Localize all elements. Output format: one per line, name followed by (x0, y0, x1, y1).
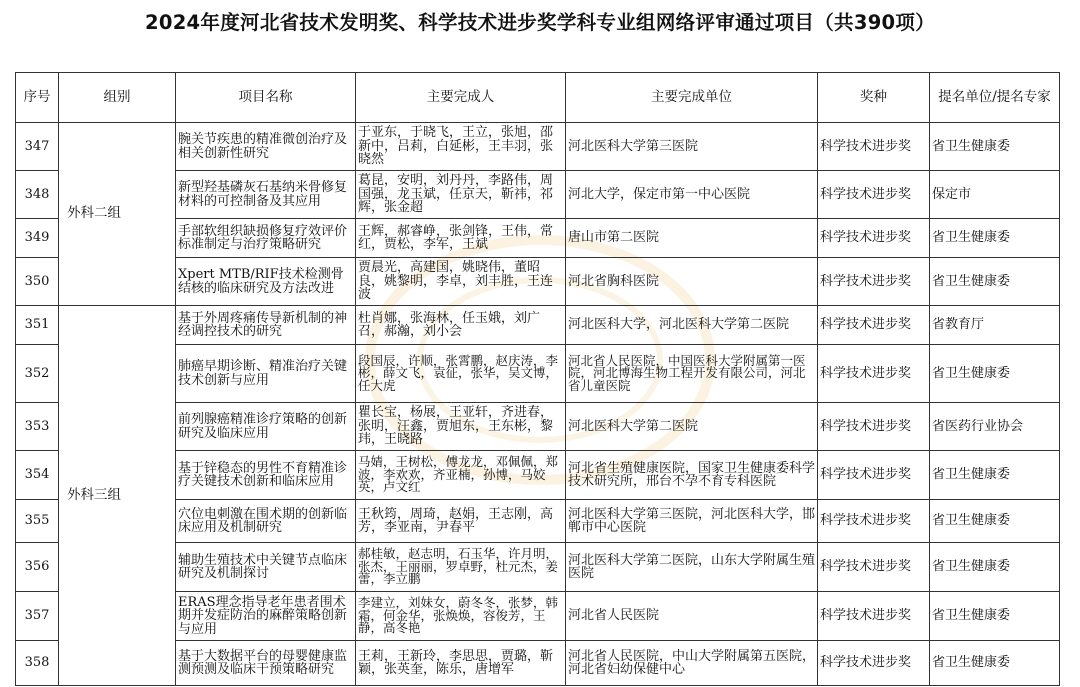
group-cell: 外科二组 (59, 123, 176, 306)
table-row (16, 123, 1060, 171)
row-people: 郝桂敏，赵志明，石玉华，许月明，张杰，王丽丽，罗卓野，杜元杰，姜蕾，李立鹏 (356, 543, 566, 592)
row-project: 前列腺癌精准诊疗策略的创新研究及临床应用 (176, 403, 356, 451)
row-units: 河北省人民医院 (566, 592, 818, 641)
row-award: 科学技术进步奖 (818, 123, 930, 171)
row-people: 王辉，郝睿峥，张剑锋，王伟，常红，贾松，李军，王斌 (356, 219, 566, 258)
row-units: 河北省生殖健康医院，国家卫生健康委科学技术研究所，邢台不孕不育专科医院 (566, 451, 818, 500)
row-people: 瞿长宝，杨展，王亚轩，齐进春，张明，汪鑫，贾旭东，王东彬，黎玮，王晓路 (356, 403, 566, 451)
row-units: 唐山市第二医院 (566, 219, 818, 258)
group-cell: 外科三组 (59, 306, 176, 686)
row-project: 基于大数据平台的母婴健康监测预测及临床干预策略研究 (176, 641, 356, 686)
row-project: 基于锌稳态的男性不育精准诊疗关键技术创新和临床应用 (176, 451, 356, 500)
header-seq: 序号 (16, 73, 59, 123)
row-seq: 353 (16, 403, 59, 451)
row-award: 科学技术进步奖 (818, 171, 930, 219)
row-people: 贾晨光，高建国，姚晓伟，董昭良，姚黎明，李卓，刘丰胜，王连波 (356, 258, 566, 306)
row-seq: 354 (16, 451, 59, 500)
table-row (16, 306, 1060, 345)
row-nominator: 省卫生健康委 (930, 592, 1060, 641)
row-people: 段国辰，许顺，张霄鹏，赵庆涛，李彬，薛文飞，袁征，张华，吴文博，任大虎 (356, 345, 566, 403)
row-project: 穴位电刺激在围术期的创新临床应用及机制研究 (176, 500, 356, 543)
row-units: 河北省胸科医院 (566, 258, 818, 306)
row-award: 科学技术进步奖 (818, 403, 930, 451)
row-project: ERAS理念指导老年患者围术期并发症防治的麻醉策略创新与应用 (176, 592, 356, 641)
row-award: 科学技术进步奖 (818, 345, 930, 403)
row-project: 手部软组织缺损修复疗效评价标准制定与治疗策略研究 (176, 219, 356, 258)
row-units: 河北医科大学，河北医科大学第二医院 (566, 306, 818, 345)
row-nominator: 保定市 (930, 171, 1060, 219)
row-nominator: 省卫生健康委 (930, 543, 1060, 592)
row-units: 河北医科大学第三医院 (566, 123, 818, 171)
header-people: 主要完成人 (356, 73, 566, 123)
row-people: 杜肖娜，张海林，任玉娥，刘广召，郝瀚，刘小会 (356, 306, 566, 345)
header-project: 项目名称 (176, 73, 356, 123)
row-seq: 356 (16, 543, 59, 592)
row-seq: 355 (16, 500, 59, 543)
row-nominator: 省卫生健康委 (930, 345, 1060, 403)
row-nominator: 省医药行业协会 (930, 403, 1060, 451)
row-project: 新型羟基磷灰石基纳米骨修复材料的可控制备及其应用 (176, 171, 356, 219)
header-award: 奖种 (818, 73, 930, 123)
row-seq: 350 (16, 258, 59, 306)
row-award: 科学技术进步奖 (818, 641, 930, 686)
row-project: 辅助生殖技术中关键节点临床研究及机制探讨 (176, 543, 356, 592)
row-nominator: 省卫生健康委 (930, 258, 1060, 306)
row-project: 肺癌早期诊断、精准治疗关键技术创新与应用 (176, 345, 356, 403)
row-award: 科学技术进步奖 (818, 258, 930, 306)
table-header-row (16, 73, 1060, 123)
row-award: 科学技术进步奖 (818, 451, 930, 500)
row-project: 基于外周疼痛传导新机制的神经调控技术的研究 (176, 306, 356, 345)
row-seq: 351 (16, 306, 59, 345)
row-people: 马婧，王树松，傅龙龙，邓佩佩，郑波，李欢欢，齐亚楠，孙博，马姣英，卢文红 (356, 451, 566, 500)
row-nominator: 省卫生健康委 (930, 641, 1060, 686)
row-nominator: 省卫生健康委 (930, 451, 1060, 500)
row-project: Xpert MTB/RIF技术检测骨结核的临床研究及方法改进 (176, 258, 356, 306)
header-group: 组别 (59, 73, 176, 123)
row-award: 科学技术进步奖 (818, 306, 930, 345)
page-title: 2024年度河北省技术发明奖、科学技术进步奖学科专业组网络评审通过项目（共390项） (144, 11, 936, 34)
project-table (15, 72, 1060, 686)
row-units: 河北大学，保定市第一中心医院 (566, 171, 818, 219)
row-nominator: 省教育厅 (930, 306, 1060, 345)
row-people: 李建立，刘妹女，蔚冬冬，张梦，韩霜，何金华，张焕焕，容俊芳，王静，高冬艳 (356, 592, 566, 641)
row-people: 王莉，王新玲，李思思，贾璐，靳颖，张英奎，陈乐，唐增军 (356, 641, 566, 686)
row-nominator: 省卫生健康委 (930, 500, 1060, 543)
row-seq: 357 (16, 592, 59, 641)
row-seq: 348 (16, 171, 59, 219)
row-award: 科学技术进步奖 (818, 500, 930, 543)
row-award: 科学技术进步奖 (818, 592, 930, 641)
row-seq: 352 (16, 345, 59, 403)
row-units: 河北医科大学第三医院，河北医科大学，邯郸市中心医院 (566, 500, 818, 543)
row-seq: 358 (16, 641, 59, 686)
row-seq: 347 (16, 123, 59, 171)
header-nominator: 提名单位/提名专家 (930, 73, 1060, 123)
row-people: 王秋筠，周琦，赵娟，王志刚，高芳，李亚南，尹春平 (356, 500, 566, 543)
row-seq: 349 (16, 219, 59, 258)
row-units: 河北医科大学第二医院，山东大学附属生殖医院 (566, 543, 818, 592)
row-nominator: 省卫生健康委 (930, 219, 1060, 258)
row-people: 葛昆，安明，刘丹丹，李路伟，周国强，龙玉斌，任京天，靳祎，祁辉，张金超 (356, 171, 566, 219)
row-units: 河北医科大学第二医院 (566, 403, 818, 451)
row-award: 科学技术进步奖 (818, 219, 930, 258)
row-people: 于亚东，于晓飞，王立，张旭，邵新中，吕莉，白延彬，王丰羽，张晓然 (356, 123, 566, 171)
row-units: 河北省人民医院，中山大学附属第五医院，河北省妇幼保健中心 (566, 641, 818, 686)
header-units: 主要完成单位 (566, 73, 818, 123)
row-award: 科学技术进步奖 (818, 543, 930, 592)
row-project: 腕关节疾患的精准微创治疗及相关创新性研究 (176, 123, 356, 171)
row-nominator: 省卫生健康委 (930, 123, 1060, 171)
row-units: 河北省人民医院，中国医科大学附属第一医院，河北博海生物工程开发有限公司，河北省儿童医院 (566, 345, 818, 403)
